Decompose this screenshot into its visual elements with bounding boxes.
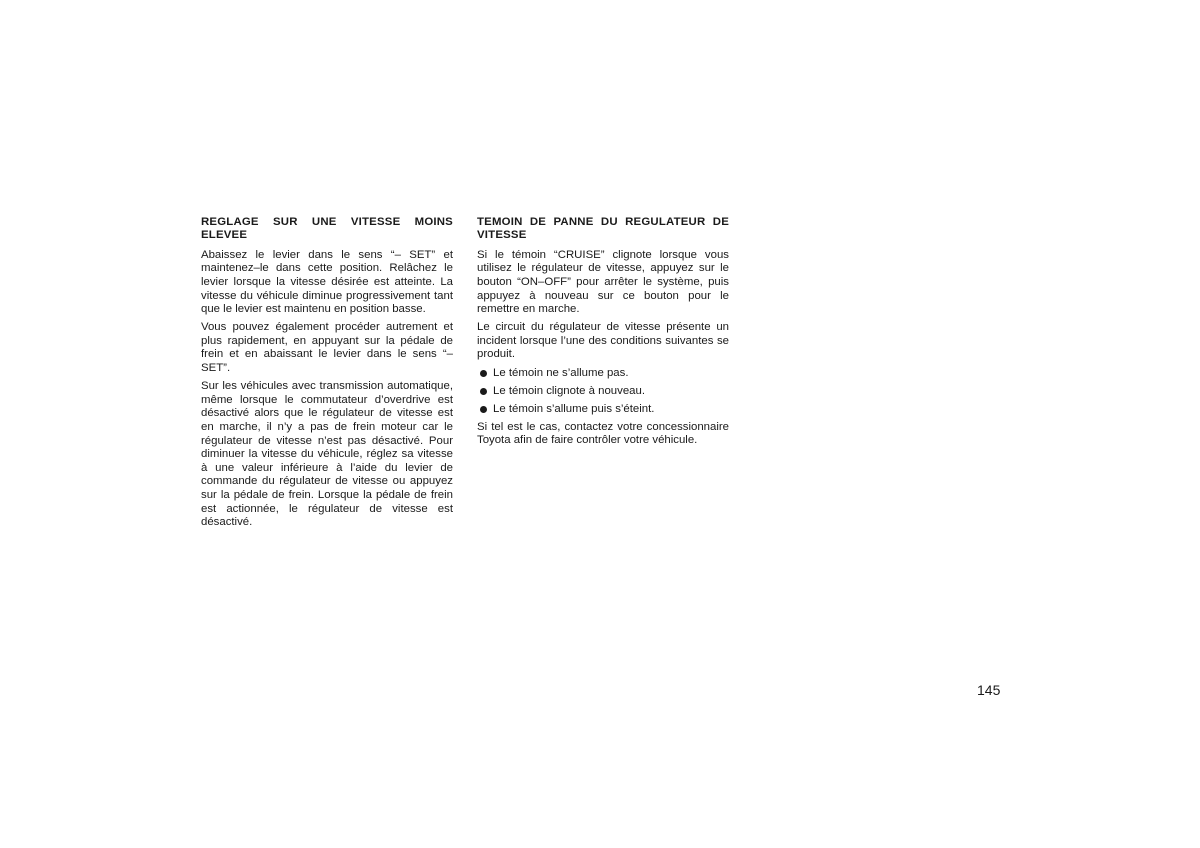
list-item [477, 385, 729, 399]
condition-list [477, 367, 729, 417]
bullet-icon [480, 388, 487, 395]
paragraph: Vous pouvez également procéder autrement et plus rapidement, en appuyant sur la pédale de frein et en abaissant le levier dans le sens “– SET”. [201, 321, 453, 375]
list-item [477, 403, 729, 417]
right-column [477, 216, 729, 453]
left-column [201, 216, 453, 534]
bullet-icon [480, 406, 487, 413]
section-heading-lower-speed: REGLAGE SUR UNE VITESSE MOINS ELEVEE [201, 216, 453, 242]
bullet-icon [480, 370, 487, 377]
paragraph: Abaissez le levier dans le sens “– SET” et maintenez–le dans cette position. Relâchez le levier lorsque la vitesse désirée est atteinte. La vitesse du véhicule diminue progressivement tant que le levier est maintenu en position basse. [201, 248, 453, 316]
list-item-text: Le témoin clignote à nouveau. [493, 384, 645, 397]
list-item-text: Le témoin ne s’allume pas. [493, 366, 629, 379]
paragraph: Si tel est le cas, contactez votre concessionnaire Toyota afin de faire contrôler votre véhicule. [477, 420, 729, 447]
page-number: 145 [977, 682, 1001, 698]
paragraph: Sur les véhicules avec transmission automatique, même lorsque le commutateur d’overdrive est désactivé alors que le régulateur de vitesse est en marche, il n’y a pas de frein moteur car le régulateur de vitesse n’est pas désactivé. Pour diminuer la vitesse du véhicule, réglez sa vitesse à une valeur inférieure à l’aide du levier de commande du régulateur de vitesse ou appuyez sur la pédale de frein. Lorsque la pédale de frein est actionnée, le régulateur de vitesse est désactivé. [201, 380, 453, 529]
list-item-text: Le témoin s’allume puis s’éteint. [493, 402, 655, 415]
paragraph: Le circuit du régulateur de vitesse présente un incident lorsque l’une des conditions suivantes se produit. [477, 321, 729, 361]
paragraph: Si le témoin “CRUISE” clignote lorsque vous utilisez le régulateur de vitesse, appuyez sur le bouton “ON–OFF” pour arrêter le système, puis appuyez à nouveau sur ce bouton pour le remettre en marche. [477, 248, 729, 316]
list-item [477, 367, 729, 381]
section-heading-cruise-warning: TEMOIN DE PANNE DU REGULATEUR DE VITESSE [477, 216, 729, 242]
